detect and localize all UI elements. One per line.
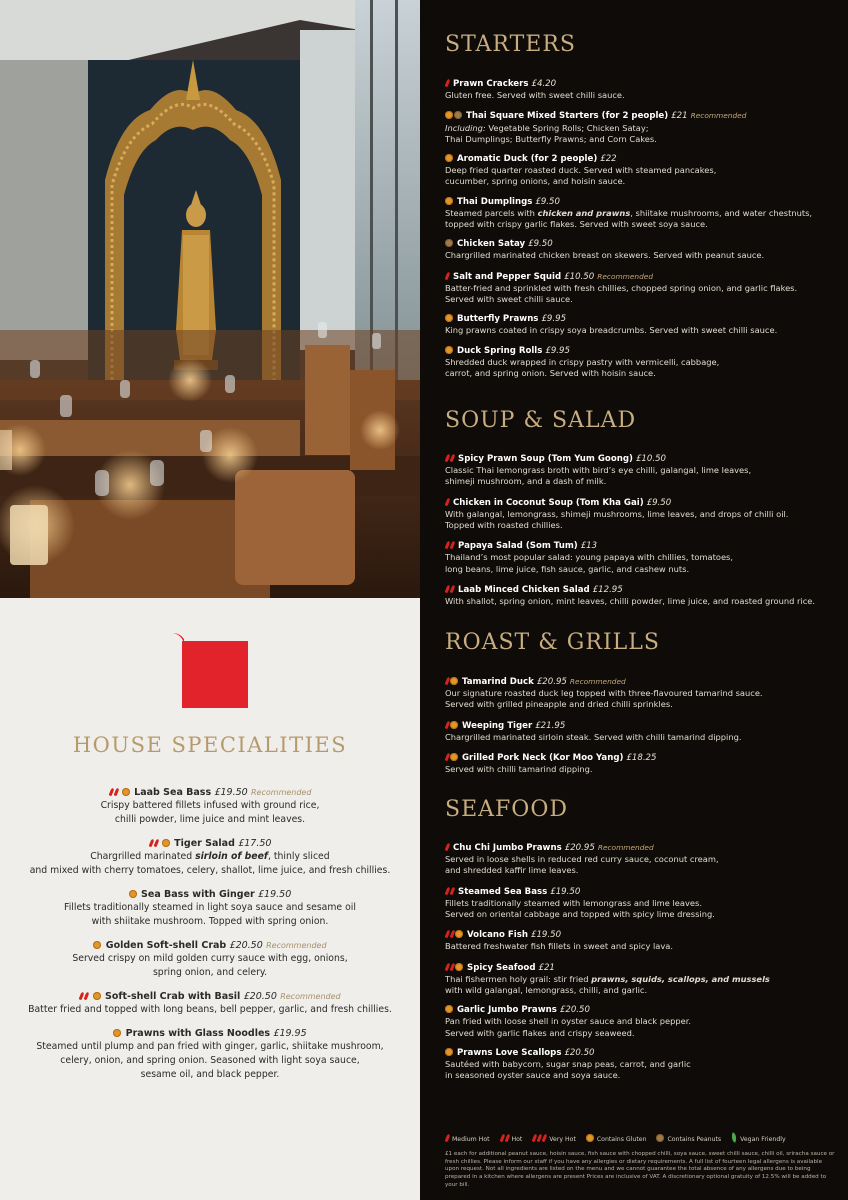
chili-icon [445,78,450,87]
chili-icon [450,540,455,549]
dish-name: Weeping Tiger [462,720,533,731]
dish-name: Chu Chi Jumbo Prawns [453,843,562,853]
dish-description: Served in loose shells in reduced red curry sauce, coconut cream, [445,854,719,865]
dish-description: celery, onion, and spring onion. Seasoned with light soya sauce, [60,1055,360,1066]
list-item [445,540,840,575]
house-specialities-title: HOUSE SPECIALITIES [72,733,348,757]
dish-price: £19.95 [273,1028,307,1039]
dish-name: Spicy Prawn Soup (Tom Yum Goong) [458,454,633,464]
chili-icon [445,752,450,761]
gluten-icon [445,1048,453,1056]
restaurant-photo-illustration [0,0,420,598]
dish-price: £20.95 [564,843,595,853]
dish-description: Gluten free. Served with sweet chilli sauce. [445,90,625,101]
dish-name: Chicken in Coconut Soup (Tom Kha Gai) [453,497,644,508]
dish-description: Served with sweet chilli sauce. [445,294,573,305]
dish-price: £21 [538,962,555,973]
legend-gluten: Contains Gluten [596,1136,647,1143]
recommended-tag: Recommended [251,788,312,797]
list-item [445,197,840,231]
dish-price: £19.50 [550,886,581,897]
dish-description: Topped with roasted chillies. [445,520,563,531]
gluten-icon [445,197,453,205]
dish-name: Salt and Pepper Squid [453,271,562,282]
dish-description: Chargrilled marinated sirloin steak. Served with chilli tamarind dipping. [445,731,742,742]
chili-icon [450,453,455,462]
dish-description: sesame oil, and black pepper. [140,1069,280,1080]
gluten-icon [445,154,453,162]
list-item [445,886,840,921]
list-item [445,346,840,380]
legend-vegan: Vegan Friendly [740,1136,786,1143]
dish-description: Sautéed with babycorn, sugar snap peas, carrot, and garlic [445,1059,691,1070]
list-item [445,584,840,607]
dish-description: King prawns coated in crispy soya breadcrumbs. Served with sweet chilli sauce. [445,325,778,336]
dish-description: Steamed until plump and pan fried with ginger, garlic, shiitake mushroom, [36,1041,384,1052]
dish-description: long beans, lime juice, fish sauce, garlic, and cashew nuts. [445,563,690,574]
list-item [445,78,840,101]
list-item [445,720,840,743]
dish-description: shimeji mushroom, and a dash of milk. [445,476,607,487]
gluten-icon [586,1134,594,1142]
dish-price: £9.95 [545,345,570,356]
dish-description: Batter fried and topped with long beans, bell pepper, garlic, and fresh chillies. [28,1004,392,1015]
dish-name: Prawns Love Scallops [457,1047,562,1058]
gluten-icon [450,753,458,761]
dish-price: £9.50 [528,239,553,250]
list-item [445,110,840,145]
dish-price: £9.50 [646,497,672,508]
legend-medium-hot: Medium Hot [451,1136,490,1143]
gluten-icon [113,1029,121,1037]
dish-name: Prawn Crackers [453,79,529,89]
dish-description: Steamed parcels with [445,207,538,218]
section-title-soup-salad: SOUP & SALAD [445,408,637,433]
dish-price: £19.50 [258,889,292,900]
dish-description: Fillets traditionally steamed with lemongrass and lime leaves. [445,897,702,908]
dish-description: and mixed with cherry tomatoes, celery, shallot, lime juice, and fresh chillies. [29,865,391,876]
dish-description: Served on oriental cabbage and topped with spicy lime dressing. [445,909,715,920]
gluten-icon [129,890,137,898]
legend-peanuts: Contains Peanuts [667,1136,722,1143]
dish-price: £19.50 [214,787,248,798]
dish-description: Battered freshwater fish fillets in sweet and spicy lava. [445,941,674,952]
dish-description: Deep fried quarter roasted duck. Served with steamed pancakes, [445,165,717,176]
dish-price: £20.50 [243,991,277,1002]
dish-price: £9.50 [535,196,560,207]
dish-description: Batter-fried and sprinkled with fresh chillies, chopped spring onion, and garlic flakes. [445,282,798,293]
dish-description: Classic Thai lemongrass broth with bird’s eye chilli, galangal, lime leaves, [445,465,752,476]
dish-price: £17.50 [238,838,272,849]
chili-icon [505,1133,510,1142]
dish-price: £20.50 [559,1005,590,1016]
dish-name: Duck Spring Rolls [457,345,543,356]
brand-logo [172,633,250,709]
list-item [445,842,840,877]
dish-description: topped with crispy garlic flakes. Served with sweet soya sauce. [445,219,708,230]
dish-description: Vegetable Spring Rolls; Chicken Satay; [485,122,649,133]
dish-description: Chargrilled marinated [90,851,196,862]
recommended-tag: Recommended [569,677,626,686]
dish-price: £10.50 [635,454,667,464]
dish-description: Served with grilled pineapple and dried chilli sprinkles. [445,699,673,710]
dish-price: £20.50 [564,1047,595,1058]
dish-description: Served with garlic flakes and crispy seaweed. [445,1027,635,1038]
dish-name: Soft-shell Crab with Basil [105,991,241,1002]
starters-list [445,78,840,388]
dish-description: chilli powder, lime juice and mint leaves. [114,814,306,825]
vegan-leaf-icon [730,1132,739,1143]
dish-highlight: prawns, squids, scallops, and mussels [591,973,770,984]
section-title-roast-grills: ROAST & GRILLS [445,630,660,655]
peanut-icon [656,1134,664,1142]
chili-icon [445,720,450,729]
dish-name: Butterfly Prawns [457,314,539,325]
dish-name: Papaya Salad (Som Tum) [458,541,578,552]
right-panel [420,0,848,1200]
house-specialities-list [20,786,400,1092]
section-title-seafood: SEAFOOD [445,797,568,822]
dish-highlight: sirloin of beef [195,851,268,862]
dish-price: £12.95 [592,584,623,595]
dish-description: , shiitake mushrooms, and water chestnuts, [630,207,813,218]
list-item [20,990,400,1017]
chili-icon [445,676,450,685]
chili-icon [445,271,450,280]
chili-icon [445,1133,450,1142]
dish-name: Steamed Sea Bass [458,886,548,897]
fine-print: £1 each for additional peanut sauce, hoisin sauce, fish sauce with chopped chilli, soya sauce, sweet chilli sauce, chilli oil, sriracha sauce or fresh chillies. Please inform our staff if you have any allergies or dietary requirements. A full list of fourteen legal allergens is available upon request. Not all ingredients are listed on the menu and we cannot guarantee the total absence of any allergens due to being prepared in a kitchen where allergens are present Prices are inclusive of VAT. A discretionary optional gratuity of 12.5% will be added to your bill. [445,1151,835,1188]
list-item [20,837,400,878]
gluten-icon [93,992,101,1000]
chili-icon [450,929,455,938]
dish-description: Pan fried with loose shell in oyster sauce and black pepper. [445,1016,692,1027]
list-item [20,1027,400,1082]
list-item [445,929,840,952]
chili-icon [84,991,89,1000]
list-item [20,939,400,980]
dish-name: Garlic Jumbo Prawns [457,1005,557,1016]
list-item [445,239,840,261]
dish-price: £18.25 [626,753,657,764]
chili-icon [450,886,455,895]
dish-name: Tiger Salad [174,838,235,849]
dish-description: with wild galangal, lemongrass, chilli, and garlic. [445,985,648,996]
dish-name: Spicy Seafood [467,962,536,973]
dish-description: Shredded duck wrapped in crispy pastry with vermicelli, cabbage, [445,356,720,367]
gluten-icon [162,839,170,847]
dish-price: £10.50 [564,271,595,282]
dish-description: With shallot, spring onion, mint leaves, chilli powder, lime juice, and roasted ground rice. [445,596,816,607]
peanut-icon [445,239,453,247]
recommended-tag: Recommended [266,941,327,950]
dish-price: £21.95 [535,720,566,731]
dish-description: in seasoned oyster sauce and soya sauce. [445,1070,621,1081]
list-item [445,453,840,488]
legend-very-hot: Very Hot [549,1136,576,1143]
list-item [445,676,840,711]
list-item [445,752,840,775]
dish-description: , thinly sliced [267,851,330,862]
dish-price: £22 [600,154,617,165]
dish-name: Thai Dumplings [457,196,533,207]
gluten-icon [455,963,463,971]
dish-name: Laab Minced Chicken Salad [458,584,590,595]
roast-grills-list [445,676,840,784]
gluten-icon [93,941,101,949]
list-item [445,1005,840,1039]
chili-icon [450,962,455,971]
chili-icon [445,842,450,851]
dish-name: Golden Soft-shell Crab [105,940,227,951]
seafood-list [445,842,840,1090]
chili-icon [114,787,119,796]
gluten-icon [445,346,453,354]
dish-name: Tamarind Duck [462,677,534,687]
chili-icon [154,838,159,847]
list-item [445,314,840,336]
dish-price: £13 [580,541,598,552]
section-title-starters: STARTERS [445,32,576,57]
chili-icon [542,1133,547,1142]
dish-name: Chicken Satay [457,239,526,250]
gluten-icon [445,1005,453,1013]
soup-salad-list [445,453,840,616]
dish-description: Served crispy on mild golden curry sauce with egg, onions, [72,953,348,964]
recommended-tag: Recommended [280,992,341,1001]
recommended-tag: Recommended [690,111,747,121]
dish-description: Thai fishermen holy grail: stir fried [445,973,592,984]
dish-price: £4.20 [531,79,557,89]
dish-description: Fillets traditionally steamed in light soya sauce and sesame oil [64,902,356,913]
gluten-icon [450,721,458,729]
list-item [445,271,840,306]
dish-description: Thai Dumplings; Butterfly Prawns; and Corn Cakes. [445,133,657,144]
dish-description: Thailand’s most popular salad: young papaya with chillies, tomatoes, [445,552,734,563]
list-item [445,1048,840,1082]
dish-description: Including: [445,122,486,133]
dish-description: and shredded kaffir lime leaves. [445,865,579,876]
dish-name: Thai Square Mixed Starters (for 2 people) [466,111,669,122]
dish-description: Chargrilled marinated chicken breast on skewers. Served with peanut sauce. [445,250,765,261]
chili-icon [450,584,455,593]
dish-name: Prawns with Glass Noodles [125,1028,271,1039]
gluten-icon [445,111,453,119]
dish-name: Sea Bass with Ginger [141,889,255,900]
dish-description: Crispy battered fillets infused with ground rice, [100,800,320,811]
dish-price: £20.95 [536,677,567,687]
dish-highlight: chicken and prawns [537,207,631,218]
allergen-legend [445,1133,845,1143]
peanut-icon [454,111,462,119]
dish-name: Grilled Pork Neck (Kor Moo Yang) [462,753,624,764]
dish-description: Served with chilli tamarind dipping. [445,764,593,775]
chili-icon [445,497,450,506]
dish-description: with shiitake mushroom. Topped with spring onion. [91,916,329,927]
legend-hot: Hot [511,1136,523,1143]
list-item [445,497,840,532]
gluten-icon [122,788,130,796]
gluten-icon [450,677,458,685]
dish-description: carrot, and spring onion. Served with hoisin sauce. [445,368,656,379]
dish-name: Aromatic Duck (for 2 people) [457,154,598,165]
dish-description: spring onion, and celery. [152,967,268,978]
dish-name: Laab Sea Bass [134,787,212,798]
gluten-icon [455,930,463,938]
restaurant-photo [0,0,420,598]
dish-description: Our signature roasted duck leg topped with three-flavoured tamarind sauce. [445,688,763,699]
recommended-tag: Recommended [597,843,654,852]
gluten-icon [445,314,453,322]
dish-price: £20.50 [229,940,263,951]
dish-price: £19.50 [531,930,562,941]
recommended-tag: Recommended [597,271,654,281]
dish-price: £9.95 [541,314,567,325]
list-item [20,888,400,929]
dish-price: £21 [671,111,688,122]
dish-description: cucumber, spring onions, and hoisin sauce. [445,176,626,187]
list-item [445,154,840,188]
left-panel [0,0,420,1200]
dish-name: Volcano Fish [467,930,528,941]
dish-description: With galangal, lemongrass, shimeji mushrooms, lime leaves, and drops of chilli oil. [445,508,789,519]
list-item [20,786,400,827]
list-item [445,962,840,997]
